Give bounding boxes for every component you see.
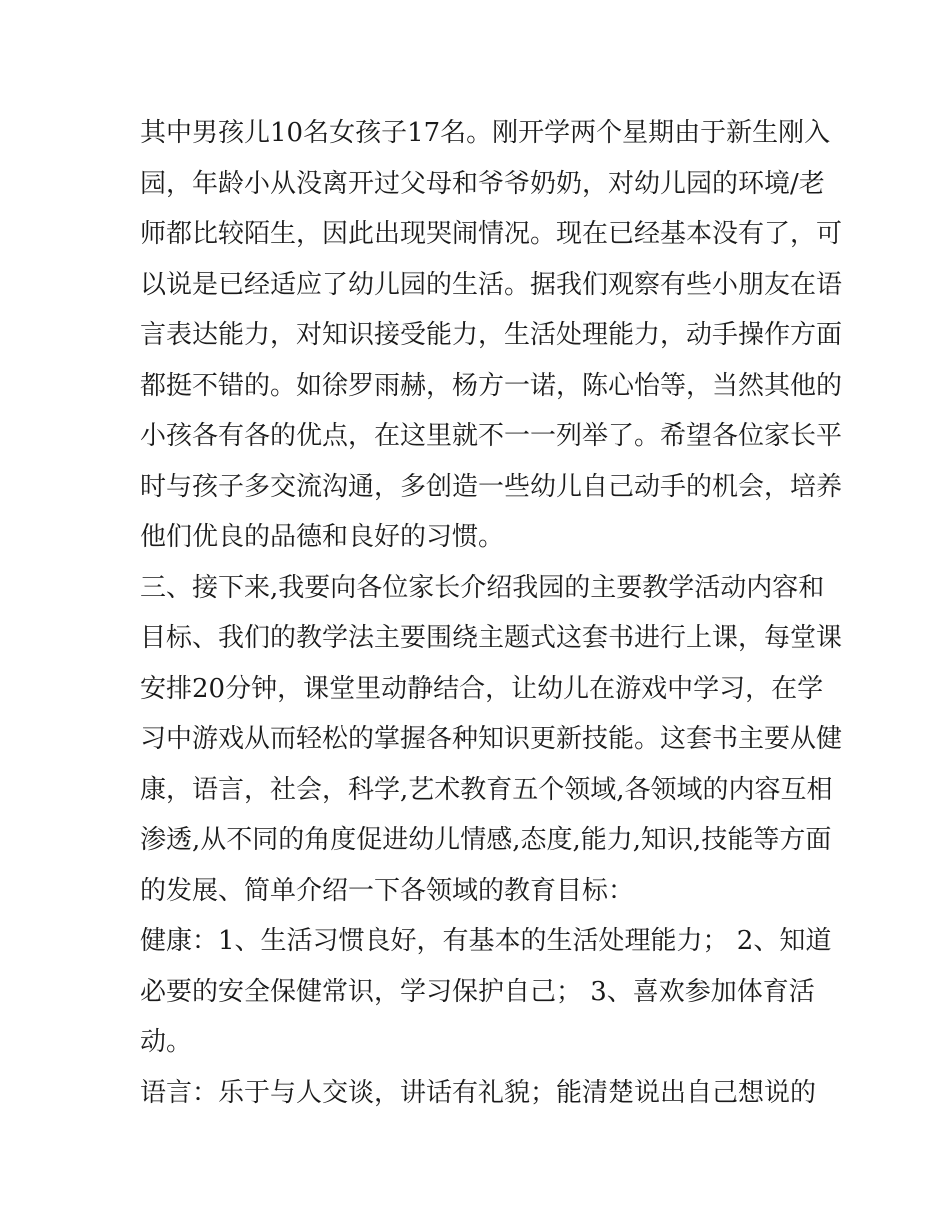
text-line-1: 其中男孩儿10名女孩子17名。刚开学两个星期由于新生刚入 [140,118,831,148]
text-line-7: 小孩各有各的优点，在这里就不一一列举了。希望各位家长平 [140,421,843,451]
text-line-8: 时与孩子多交流沟通，多创造一些幼儿自己动手的机会，培养 [140,471,843,502]
text-line-2: 园，年龄小从没离开过父母和爷爷奶奶，对幼儿园的环境/老 [140,168,825,199]
text-line-14: 康，语言，社会，科学,艺术教育五个领域,各领域的内容互相 [140,774,833,805]
text-line-5: 言表达能力，对知识接受能力，生活处理能力，动手操作方面 [140,320,843,350]
text-line-13: 习中游戏从而轻松的掌握各种知识更新技能。这套书主要从健 [140,724,843,754]
text-line-4: 以说是已经适应了幼儿园的生活。据我们观察有些小朋友在语 [140,269,843,300]
document-body [140,108,843,1118]
text-line-18: 必要的安全保健常识，学习保护自己； 3、喜欢参加体育活 [140,976,815,1007]
text-line-17: 健康：1、生活习惯良好，有基本的生活处理能力； 2、知道 [140,926,832,956]
text-line-9: 他们优良的品德和良好的习惯。 [140,522,505,552]
text-line-6: 都挺不错的。如徐罗雨赫，杨方一诺，陈心怡等，当然其他的 [140,370,843,401]
text-line-16: 的发展、简单介绍一下各领域的教育目标： [140,875,635,906]
text-line-15: 渗透,从不同的角度促进幼儿情感,态度,能力,知识,技能等方面 [140,825,832,855]
text-line-19: 动。 [140,1027,193,1057]
text-line-20: 语言：乐于与人交谈，讲话有礼貌；能清楚说出自己想说的 [140,1077,817,1108]
text-line-3: 师都比较陌生，因此出现哭闹情况。现在已经基本没有了，可 [140,219,843,249]
text-line-10: 三、接下来,我要向各位家长介绍我园的主要教学活动内容和 [140,572,825,603]
text-line-12: 安排20分钟，课堂里动静结合，让幼儿在游戏中学习，在学 [140,673,824,704]
text-line-11: 目标、我们的教学法主要围绕主题式这套书进行上课，每堂课 [140,623,843,653]
